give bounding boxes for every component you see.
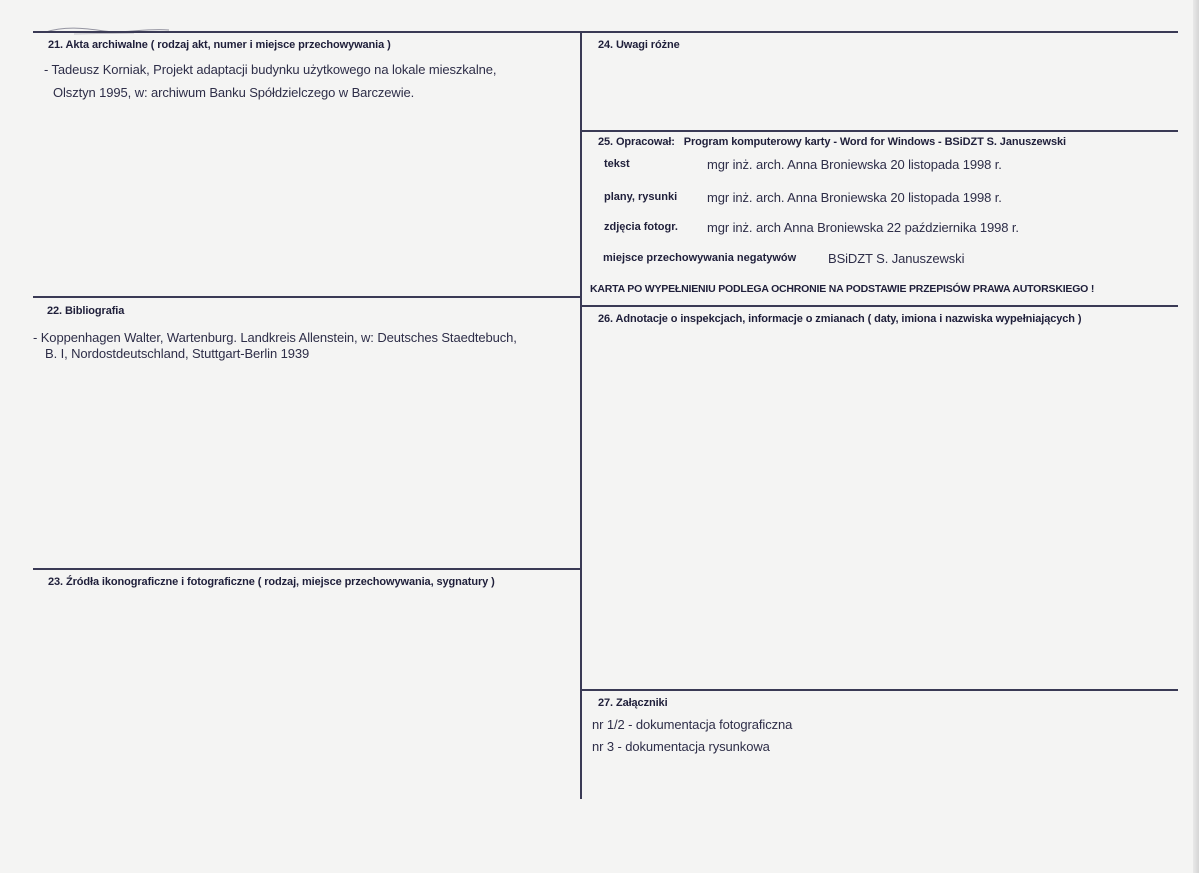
handwritten-scribble-icon [44, 22, 174, 36]
section-22-line-2: B. I, Nordostdeutschland, Stuttgart-Berlin 1939 [45, 346, 310, 361]
section-22-title: 22. Bibliografia [47, 305, 125, 317]
top-rule [33, 31, 1178, 33]
rule-23-top [33, 568, 581, 570]
rule-26-top [581, 305, 1178, 307]
section-23-title: 23. Źródła ikonograficzne i fotograficzne ( rodzaj, miejsce przechowywania, sygnatury ) [48, 576, 495, 588]
row-value-zdjecia: mgr inż. arch Anna Broniewska 22 października 1998 r. [707, 220, 1019, 235]
section-26-title: 26. Adnotacje o inspekcjach, informacje o zmianach ( daty, imiona i nazwiska wypełniających ) [598, 313, 1082, 325]
row-value-tekst: mgr inż. arch. Anna Broniewska 20 listopada 1998 r. [707, 157, 1002, 172]
row-label-zdjecia: zdjęcia fotogr. [604, 221, 678, 233]
center-divider [580, 31, 582, 799]
rule-27-top [581, 689, 1178, 691]
section-21-line-1: - Tadeusz Korniak, Projekt adaptacji budynku użytkowego na lokale mieszkalne, [44, 62, 497, 77]
copyright-notice: KARTA PO WYPEŁNIENIU PODLEGA OCHRONIE NA PODSTAWIE PRZEPISÓW PRAWA AUTORSKIEGO ! [590, 283, 1095, 295]
negatives-value: BSiDZT S. Januszewski [828, 251, 965, 266]
section-27-title: 27. Załączniki [598, 697, 668, 709]
row-label-plany: plany, rysunki [604, 191, 678, 203]
rule-22-top [33, 296, 581, 298]
rule-25-top [581, 130, 1178, 132]
section-25-title: 25. Opracował: Program komputerowy karty - Word for Windows - BSiDZT S. Januszewski [598, 136, 1066, 148]
row-label-tekst: tekst [604, 158, 630, 170]
section-22-line-1: - Koppenhagen Walter, Wartenburg. Landkreis Allenstein, w: Deutsches Staedtebuch, [33, 330, 517, 345]
section-27-line-2: nr 3 - dokumentacja rysunkowa [592, 739, 770, 754]
negatives-label: miejsce przechowywania negatywów [603, 252, 797, 264]
section-21-title: 21. Akta archiwalne ( rodzaj akt, numer i miejsce przechowywania ) [48, 39, 391, 51]
row-value-plany: mgr inż. arch. Anna Broniewska 20 listopada 1998 r. [707, 190, 1002, 205]
section-21-line-2: Olsztyn 1995, w: archiwum Banku Spółdzielczego w Barczewie. [53, 85, 415, 100]
section-27-line-1: nr 1/2 - dokumentacja fotograficzna [592, 717, 793, 732]
section-24-title: 24. Uwagi różne [598, 39, 680, 51]
scan-edge [1193, 0, 1199, 873]
